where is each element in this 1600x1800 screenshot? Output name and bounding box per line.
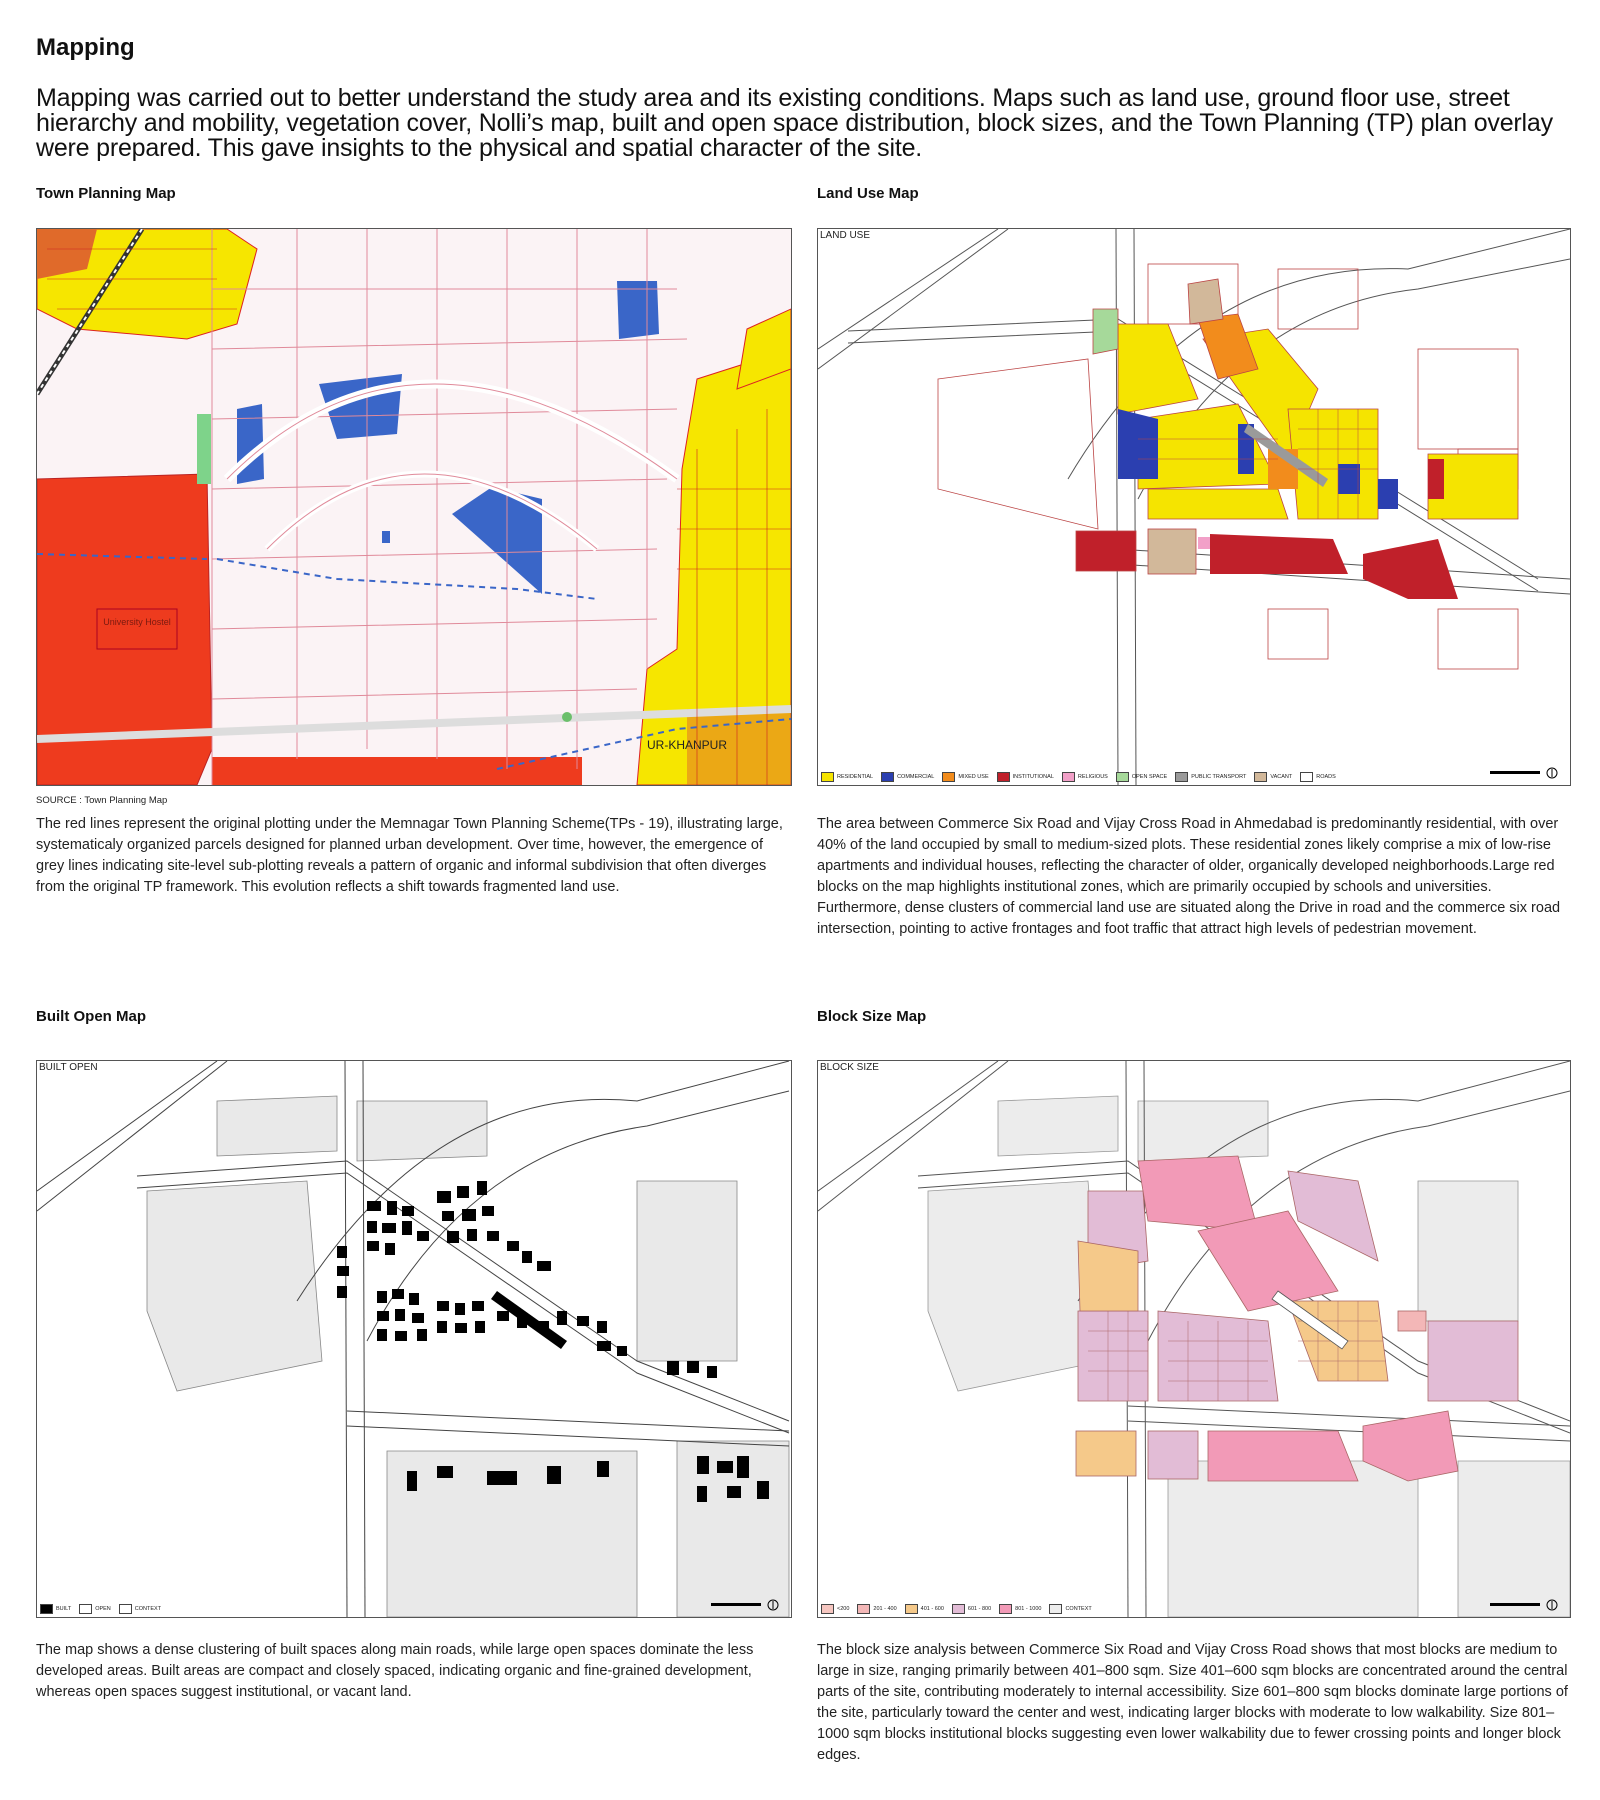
legend-swatch — [942, 772, 955, 782]
legend-swatch — [1254, 772, 1267, 782]
legend-item — [1062, 772, 1108, 782]
legend-swatch — [905, 1604, 918, 1614]
town-planning-title: Town Planning Map — [36, 185, 176, 202]
legend-label: CONTEXT — [134, 1606, 162, 1612]
legend-swatch — [821, 772, 834, 782]
built-open-title: Built Open Map — [36, 1008, 146, 1025]
legend-label: <200 — [837, 1606, 850, 1612]
town-planning-map — [36, 228, 792, 786]
legend-item — [1300, 772, 1336, 782]
block-size-title: Block Size Map — [817, 1008, 927, 1025]
land-use-legend — [821, 772, 1336, 782]
legend-item — [857, 1604, 896, 1614]
scale-bar-north-arrow-icon — [1490, 1599, 1560, 1613]
land-use-description: The area between Commerce Six Road and Vijay Cross Road in Ahmedabad is predominantly residential, with over 40% of the land occupied by small to medium-sized plots. These residential zones likely comprise a mix of low-rise apartments and individual houses, reflecting the character of older, organically developed neighborhoods.Large red blocks on the map highlights institutional zones, which are primarily occupied by schools and universities. Furthermore, dense clusters of commercial land use are situated along the Drive in road and the commerce six road intersection, pointing to active frontages and foot traffic that attract high levels of pedestrian movement. — [817, 816, 1561, 937]
legend-item — [79, 1604, 111, 1614]
legend-label: 801 - 1000 — [1015, 1606, 1042, 1612]
legend-item — [1175, 772, 1246, 782]
legend-swatch — [1062, 772, 1075, 782]
legend-swatch — [40, 1604, 53, 1614]
block-size-map — [817, 1060, 1571, 1618]
built-open-description: The map shows a dense clustering of built spaces along main roads, while large open spaces dominate the less developed areas. Built areas are compact and closely spaced, indicating organic and fine-grained development, whereas open spaces suggest institutional, or vacant land. — [36, 1642, 754, 1700]
legend-item — [1116, 772, 1167, 782]
land-use-title: Land Use Map — [817, 185, 919, 202]
legend-label: PUBLIC TRANSPORT — [1191, 774, 1247, 780]
legend-item — [905, 1604, 944, 1614]
block-size-description: The block size analysis between Commerce Six Road and Vijay Cross Road shows that most blocks are medium to large in size, ranging primarily between 401–800 sqm. Size 401–600 sqm blocks are concentrated around the central parts of the site, contributing moderately to internal accessibility. Size 601–800 sqm blocks dominate large portions of the site, particularly toward the center and west, indicating larger blocks with moderate to low walkability. Size 801–1000 sqm blocks institutional blocks suggesting even lower walkability due to fewer crossing points and longer block edges. — [817, 1642, 1568, 1763]
legend-item — [942, 772, 988, 782]
legend-swatch — [952, 1604, 965, 1614]
legend-label: 201 - 400 — [873, 1606, 897, 1612]
legend-label: 401 - 600 — [920, 1606, 944, 1612]
legend-item — [821, 772, 873, 782]
legend-item — [821, 1604, 849, 1614]
legend-item — [881, 772, 934, 782]
legend-swatch — [1049, 1604, 1062, 1614]
legend-item — [1254, 772, 1292, 782]
built-open-legend — [40, 1604, 161, 1614]
legend-item — [997, 772, 1054, 782]
legend-label: VACANT — [1270, 774, 1293, 780]
tp-source: SOURCE : Town Planning Map — [36, 795, 168, 806]
legend-swatch — [1300, 772, 1313, 782]
land-use-map — [817, 228, 1571, 786]
scale-bar-north-arrow-icon — [711, 1599, 781, 1613]
legend-label: CONTEXT — [1065, 1606, 1092, 1612]
legend-swatch — [1116, 772, 1129, 782]
block-size-legend — [821, 1604, 1092, 1614]
scale-bar-north-arrow-icon — [1490, 767, 1560, 781]
legend-swatch — [999, 1604, 1012, 1614]
legend-label: INSTITUTIONAL — [1012, 774, 1054, 780]
legend-item — [119, 1604, 161, 1614]
legend-item — [952, 1604, 991, 1614]
legend-label: OPEN — [95, 1606, 111, 1612]
legend-label: MIXED USE — [958, 774, 989, 780]
legend-label: RELIGIOUS — [1077, 774, 1108, 780]
legend-swatch — [119, 1604, 132, 1614]
legend-label: RESIDENTIAL — [837, 774, 874, 780]
legend-swatch — [997, 772, 1010, 782]
legend-item — [999, 1604, 1041, 1614]
page-title: Mapping — [36, 34, 135, 61]
legend-item — [1049, 1604, 1091, 1614]
khanpur-label: UR-KHANPUR — [647, 738, 728, 752]
legend-label: COMMERCIAL — [897, 774, 935, 780]
intro-paragraph: Mapping was carried out to better understand the study area and its existing conditions. Maps such as land use, ground floor use, street hierarchy and mobility, vegetation cover, Nolli’s map, built and open space distribution, block sizes, and the Town Planning (TP) plan overlay were prepared. This gave insights to the physical and spatial character of the site. — [36, 84, 1553, 162]
legend-label: ROADS — [1316, 774, 1336, 780]
tp-description: The red lines represent the original plotting under the Memnagar Town Planning Scheme(TPs - 19), illustrating large, systematicaly organized parcels designed for planned urban development. Over time, however, the emergence of grey lines indicating site-level sub-plotting reveals a pattern of organic and informal subdivision that often diverges from the original TP framework. This evolution reflects a shift towards fragmented land use. — [36, 816, 783, 895]
legend-swatch — [1175, 772, 1188, 782]
land-use-map-label: LAND USE — [820, 230, 871, 241]
built-open-map-label: BUILT OPEN — [39, 1062, 98, 1073]
legend-item — [40, 1604, 71, 1614]
legend-swatch — [857, 1604, 870, 1614]
legend-swatch — [821, 1604, 834, 1614]
legend-label: BUILT — [56, 1606, 72, 1612]
legend-swatch — [881, 772, 894, 782]
hostel-label: University Hostel — [103, 617, 171, 627]
legend-label: 601 - 800 — [967, 1606, 992, 1612]
built-open-map — [36, 1060, 792, 1618]
legend-swatch — [79, 1604, 92, 1614]
block-size-map-label: BLOCK SIZE — [820, 1062, 879, 1073]
legend-label: OPEN SPACE — [1131, 774, 1168, 780]
